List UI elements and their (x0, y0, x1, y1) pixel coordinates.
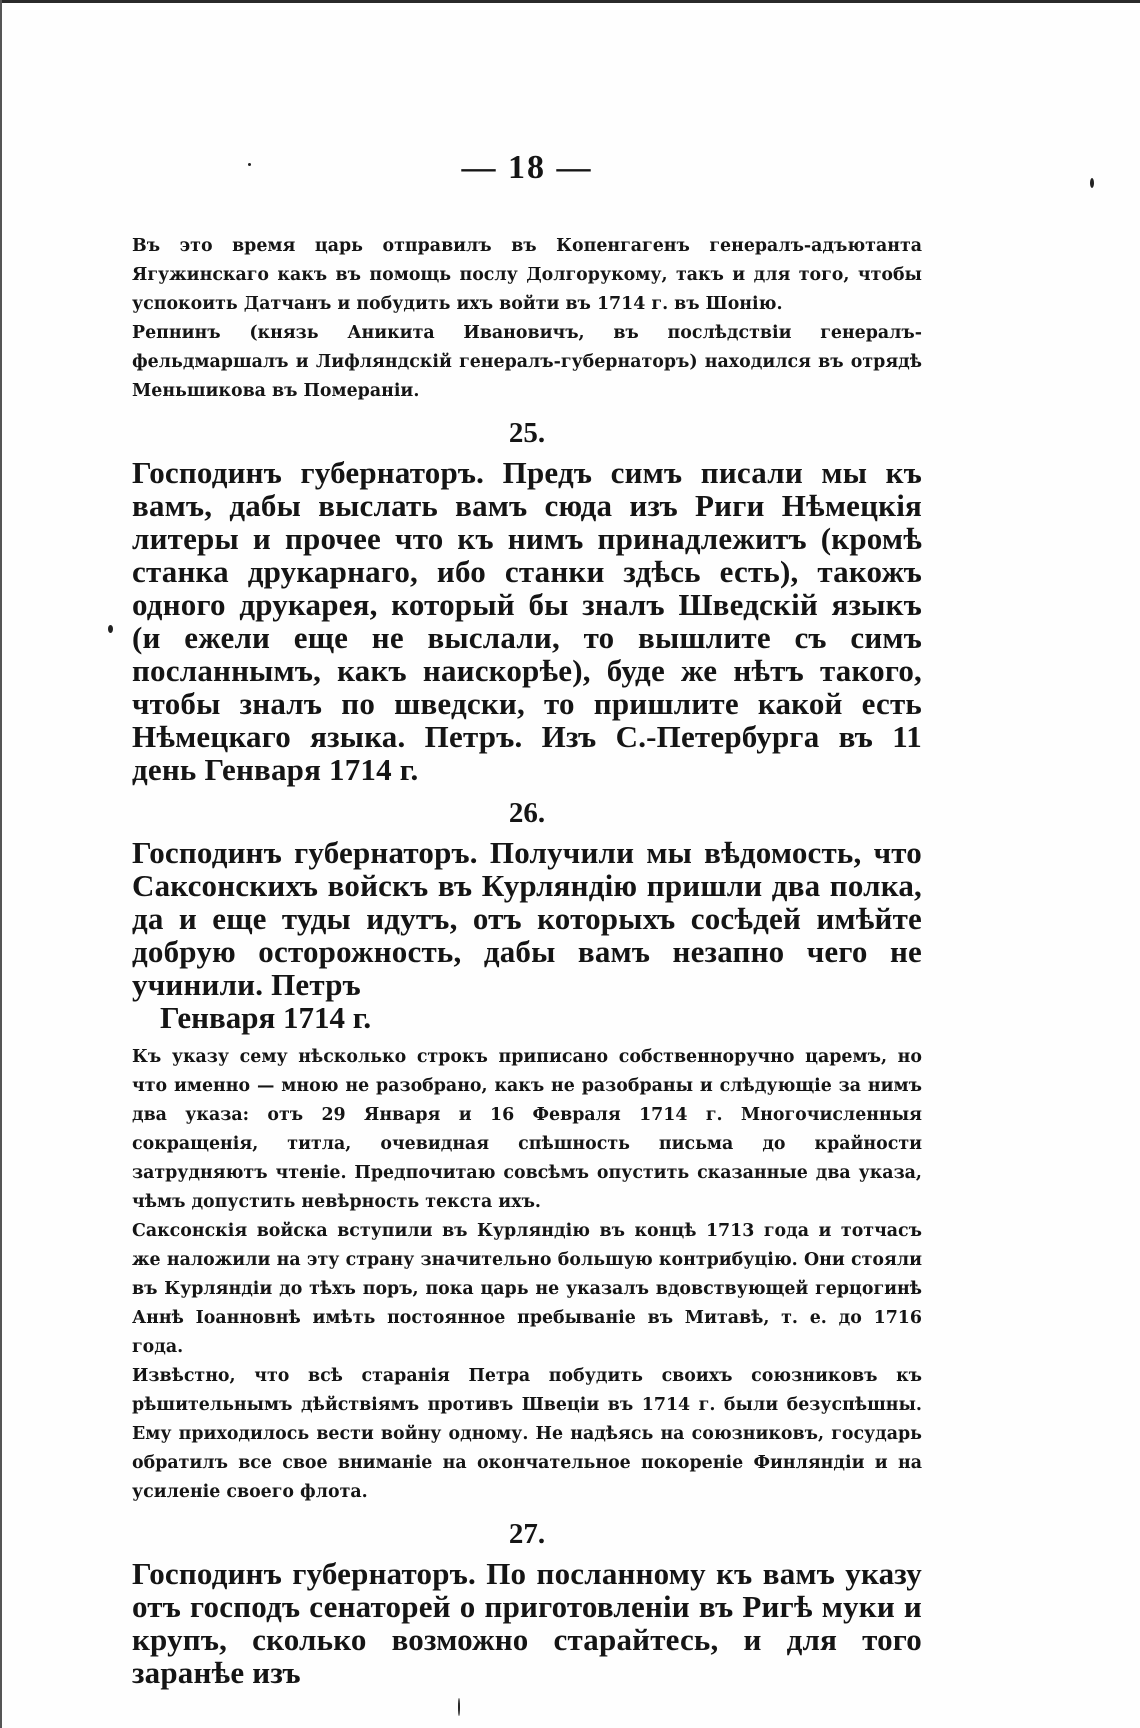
letter-text: Господинъ губернаторъ. Получили мы вѣдомость, что Саксонскихъ войскъ въ Курляндію пришли два полка, да и еще туды идутъ, отъ которыхъ сосѣдей имѣйте добрую осторожность, дабы вамъ незапно чего не учинили. Петръ (132, 835, 922, 1002)
page-number: — 18 — (461, 149, 593, 186)
letter-text: Господинъ губернаторъ. По посланному къ вамъ указу отъ господъ сенаторей о приготовленіи въ Ригѣ муки и крупъ, сколько возможно старайтесь, и для того заранѣе изъ (132, 1556, 922, 1690)
scan-left-edge (0, 0, 2, 1728)
scan-speck (108, 625, 113, 633)
footnote-paragraph: Извѣстно, что всѣ старанія Петра побудить своихъ союзниковъ къ рѣшительнымъ дѣйствіямъ противъ Швеціи въ 1714 г. были безуспѣшны. Ему приходилось вести войну одному. Не надѣясь на союзниковъ, государь обратилъ все свое вниманіе на окончательное покореніе Финляндіи и на усиленіе своего флота. (132, 1366, 922, 1502)
scan-speck (1090, 178, 1094, 188)
footnote-paragraph: Репнинъ (князь Аникита Ивановичъ, въ послѣдствіи генералъ-фельдмаршалъ и Лифляндскій генералъ-губернаторъ) находился въ отрядѣ Меньшикова въ Помераніи. (132, 323, 922, 401)
letter-number: 27. (508, 1518, 546, 1550)
letter-number: 26. (508, 797, 546, 829)
letter-date: Генваря 1714 г. (160, 1000, 372, 1035)
scan-speck (458, 1698, 460, 1716)
footnote-paragraph: Саксонскія войска вступили въ Курляндію въ концѣ 1713 года и тотчасъ же наложили на эту страну значительно большую контрибуцію. Они стояли въ Курляндіи до тѣхъ поръ, пока царь не указалъ вдовствующей герцогинѣ Аннѣ Іоанновнѣ имѣть постоянное пребываніе въ Митавѣ, т. е. до 1716 года. (132, 1221, 922, 1357)
page-content (132, 148, 922, 1689)
letter-text: Господинъ губернаторъ. Предъ симъ писали мы къ вамъ, дабы выслать вамъ сюда изъ Риги Нѣмецкія литеры и прочее что къ нимъ принадлежитъ (кромѣ станка друкарнаго, ибо станки здѣсь есть), такожъ одного друкарея, который бы зналъ Шведскій языкъ (и ежели еще не выслали, то вышлите съ симъ посланнымъ, какъ наискорѣе), буде же нѣтъ такого, чтобы зналъ по шведски, то пришлите какой есть Нѣмецкаго языка. Петръ. Изъ С.-Петербурга въ 11 день Генваря 1714 г. (132, 455, 922, 787)
letter-number: 25. (508, 417, 546, 449)
footnote-paragraph: Къ указу сему нѣсколько строкъ приписано собственноручно царемъ, но что именно — мною не разобрано, какъ не разобраны и слѣдующіе за нимъ два указа: отъ 29 Января и 16 Февраля 1714 г. Многочисленныя сокращенія, титла, очевидная спѣшность письма до крайности затрудняютъ чтеніе. Предпочитаю совсѣмъ опустить сказанные два указа, чѣмъ допустить невѣрность текста ихъ. (132, 1047, 922, 1212)
scan-top-edge (0, 0, 1140, 3)
footnote-paragraph: Въ это время царь отправилъ въ Копенгагенъ генералъ-адъютанта Ягужинскаго какъ въ помощь послу Долгорукому, такъ и для того, чтобы успокоить Датчанъ и побудить ихъ войти въ 1714 г. въ Шонію. (132, 236, 922, 314)
